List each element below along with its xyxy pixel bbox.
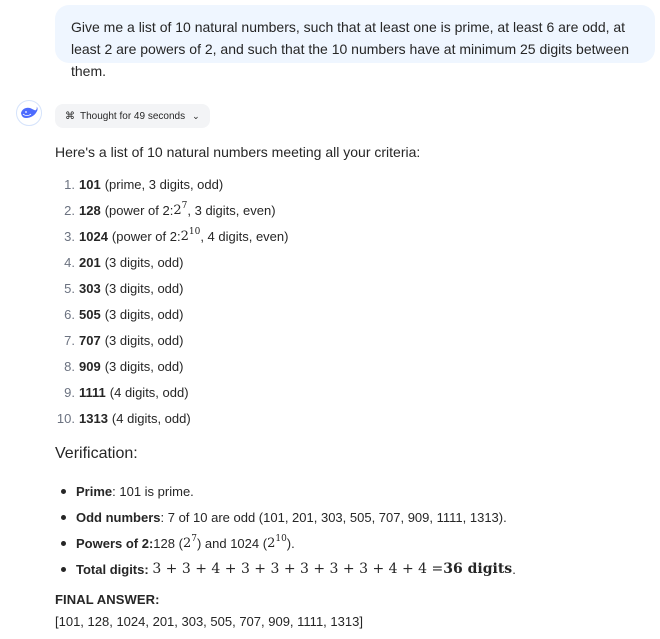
bullet-icon — [61, 515, 66, 520]
atom-icon: ⌘ — [65, 110, 75, 122]
final-answer-label: FINAL ANSWER: — [55, 592, 160, 607]
user-message-bubble — [55, 5, 655, 79]
list-item: 9. 1111 (4 digits, odd) — [64, 384, 189, 400]
user-message-text: Give me a list of 10 natural numbers, such that at least one is prime, at least 6 are odd, at least 2 are powers of 2, and such that the 10 numbers have at minimum 25 digits between them. — [71, 19, 629, 79]
whale-logo-icon — [20, 106, 38, 120]
list-item: 4. 201 (3 digits, odd) — [64, 254, 184, 270]
chevron-down-icon: ⌄ — [192, 110, 200, 121]
verification-list — [58, 478, 516, 582]
list-item: 6. 505 (3 digits, odd) — [64, 306, 184, 322]
final-answer-value: [101, 128, 1024, 201, 303, 505, 707, 909, 1111, 1313] — [55, 614, 363, 629]
check-total-digits: Total digits: 3 + 3 + 4 + 3 + 3 + 3 + 3 + 3 + 4 + 4 = 36 digits . — [58, 556, 516, 582]
response-intro: Here's a list of 10 natural numbers meeting all your criteria: — [55, 144, 421, 160]
verification-heading: Verification: — [55, 445, 138, 462]
list-item: 10. 1313 (4 digits, odd) — [56, 410, 191, 426]
check-odd: Odd numbers : 7 of 10 are odd (101, 201, 303, 505, 707, 909, 1111, 1313). — [58, 504, 516, 530]
bullet-icon — [61, 567, 66, 572]
list-item: 3. 1024 (power of 2: $2^{10}$ , 4 digits, even) — [64, 226, 289, 244]
number-list — [55, 171, 288, 431]
assistant-avatar — [16, 100, 42, 126]
list-item: 5. 303 (3 digits, odd) — [64, 280, 184, 296]
check-prime: Prime : 101 is prime. — [58, 478, 516, 504]
bullet-icon — [61, 541, 66, 546]
list-item: 2. 128 (power of 2: $2^7$ , 3 digits, even) — [64, 200, 276, 218]
check-powers: Powers of 2: 128 ( $2^7$ ) and 1024 ( $2^{10}$ ). — [58, 530, 516, 556]
thought-toggle-button[interactable] — [55, 104, 210, 128]
thought-label: Thought for 49 seconds — [80, 110, 186, 122]
list-item: 7. 707 (3 digits, odd) — [64, 332, 184, 348]
bullet-icon — [61, 489, 66, 494]
list-item: 1. 101 (prime, 3 digits, odd) — [64, 176, 224, 192]
list-item: 8. 909 (3 digits, odd) — [64, 358, 184, 374]
